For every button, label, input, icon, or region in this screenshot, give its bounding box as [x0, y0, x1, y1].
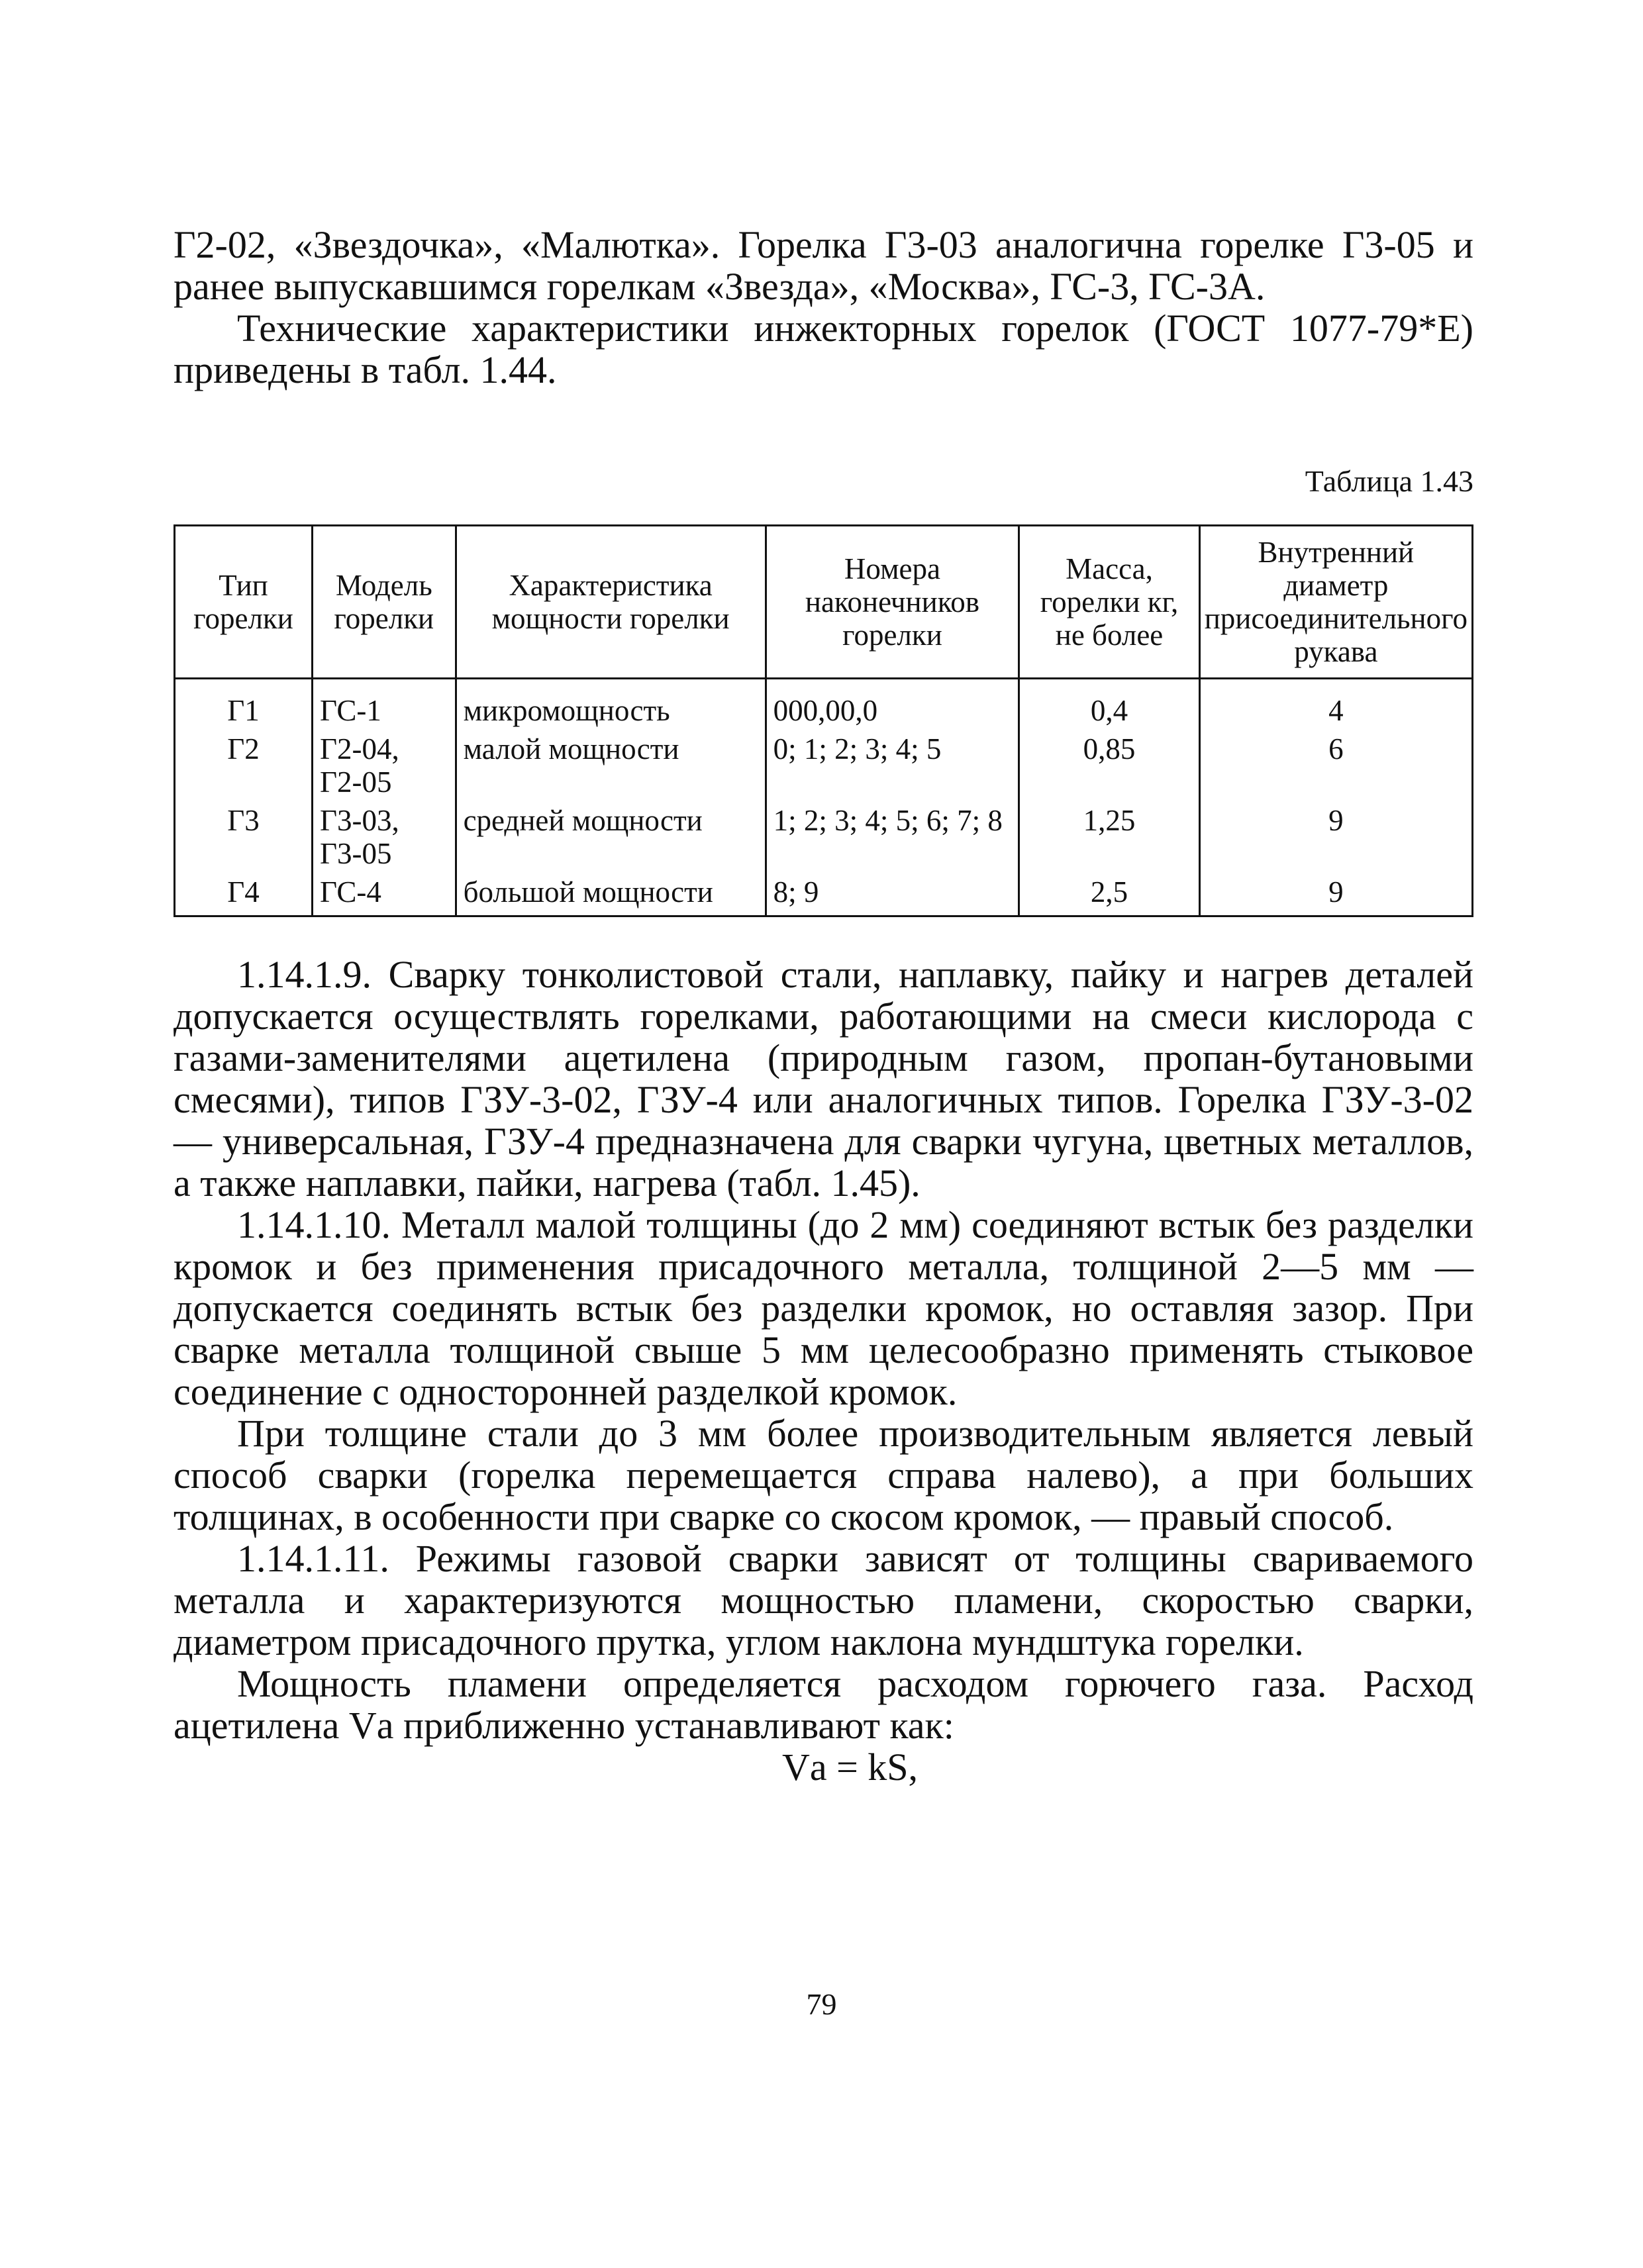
- header-mass: Масса, горелки кг, не более: [1019, 526, 1199, 679]
- cell-type: Г4: [175, 873, 313, 916]
- table-row: [175, 801, 1473, 873]
- header-hose-diameter: Внутренний диаметр присоединительного рукава: [1199, 526, 1472, 679]
- table-header-row: [175, 526, 1473, 679]
- cell-tips: 000,00,0: [766, 679, 1019, 730]
- paragraph: При толщине стали до 3 мм более производительным является левый способ сварки (горелка перемещается справа налево), а при больших толщинах, в особенности при сварке со скосом кромок, — правый способ.: [174, 1412, 1473, 1538]
- header-model: Модель горелки: [313, 526, 456, 679]
- cell-type: Г1: [175, 679, 313, 730]
- cell-model: ГС-1: [313, 679, 456, 730]
- cell-tips: 1; 2; 3; 4; 5; 6; 7; 8: [766, 801, 1019, 873]
- cell-mass: 2,5: [1019, 873, 1199, 916]
- cell-model: ГС-4: [313, 873, 456, 916]
- cell-tips: 0; 1; 2; 3; 4; 5: [766, 730, 1019, 801]
- cell-model: Г2-04, Г2-05: [313, 730, 456, 801]
- cell-type: Г2: [175, 730, 313, 801]
- text-block-top: [174, 224, 1473, 391]
- cell-diameter: 9: [1199, 801, 1472, 873]
- cell-diameter: 4: [1199, 679, 1472, 730]
- cell-mass: 1,25: [1019, 801, 1199, 873]
- paragraph: 1.14.1.10. Металл малой толщины (до 2 мм) соединяют встык без разделки кромок и без применения присадочного металла, толщиной 2—5 мм — допускается соединять встык без разделки кромок, но оставляя зазор. При сварке металла толщиной свыше 5 мм целесообразно применять стыковое соединение с односторонней разделкой кромок.: [174, 1203, 1473, 1413]
- text-block-bottom: [174, 954, 1473, 1788]
- cell-type: Г3: [175, 801, 313, 873]
- cell-model: Г3-03, Г3-05: [313, 801, 456, 873]
- cell-power: малой мощности: [456, 730, 766, 801]
- cell-power: микромощность: [456, 679, 766, 730]
- page-number: 79: [806, 1987, 837, 2021]
- paragraph: Технические характеристики инжекторных горелок (ГОСТ 1077-79*Е) приведены в табл. 1.44.: [174, 307, 1473, 391]
- header-type: Тип горелки: [175, 526, 313, 679]
- paragraph: Мощность пламени определяется расходом горючего газа. Расход ацетилена Vа приближенно устанавливают как:: [174, 1662, 1473, 1747]
- cell-tips: 8; 9: [766, 873, 1019, 916]
- header-power: Характеристика мощности горелки: [456, 526, 766, 679]
- paragraph: 1.14.1.9. Сварку тонколистовой стали, наплавку, пайку и нагрев деталей допускается осуществлять горелками, работающими на смеси кислорода с газами-заменителями ацетилена (природным газом, пропан-бутановыми смесями), типов ГЗУ-3-02, ГЗУ-4 или аналогичных типов. Горелка ГЗУ-3-02 — универсальная, ГЗУ-4 предназначена для сварки чугуна, цветных металлов, а также наплавки, пайки, нагрева (табл. 1.45).: [174, 953, 1473, 1205]
- formula: Vа = kS,: [781, 1746, 919, 1789]
- burner-specs-table: [174, 524, 1473, 917]
- cell-power: средней мощности: [456, 801, 766, 873]
- cell-power: большой мощности: [456, 873, 766, 916]
- cell-diameter: 6: [1199, 730, 1472, 801]
- paragraph: 1.14.1.11. Режимы газовой сварки зависят от толщины свариваемого металла и характеризуются мощностью пламени, скоростью сварки, диаметром присадочного прутка, углом наклона мундштука горелки.: [174, 1537, 1473, 1663]
- table-row: [175, 730, 1473, 801]
- cell-diameter: 9: [1199, 873, 1472, 916]
- table-row: [175, 679, 1473, 730]
- cell-mass: 0,4: [1019, 679, 1199, 730]
- paragraph: Г2-02, «Звездочка», «Малютка». Горелка Г3-03 аналогична горелке Г3-05 и ранее выпускавшимся горелкам «Звезда», «Москва», ГС-3, ГС-3А.: [174, 223, 1473, 308]
- table-row: [175, 873, 1473, 916]
- table-caption: Таблица 1.43: [1305, 464, 1473, 498]
- cell-mass: 0,85: [1019, 730, 1199, 801]
- header-tips: Номера наконечников горелки: [766, 526, 1019, 679]
